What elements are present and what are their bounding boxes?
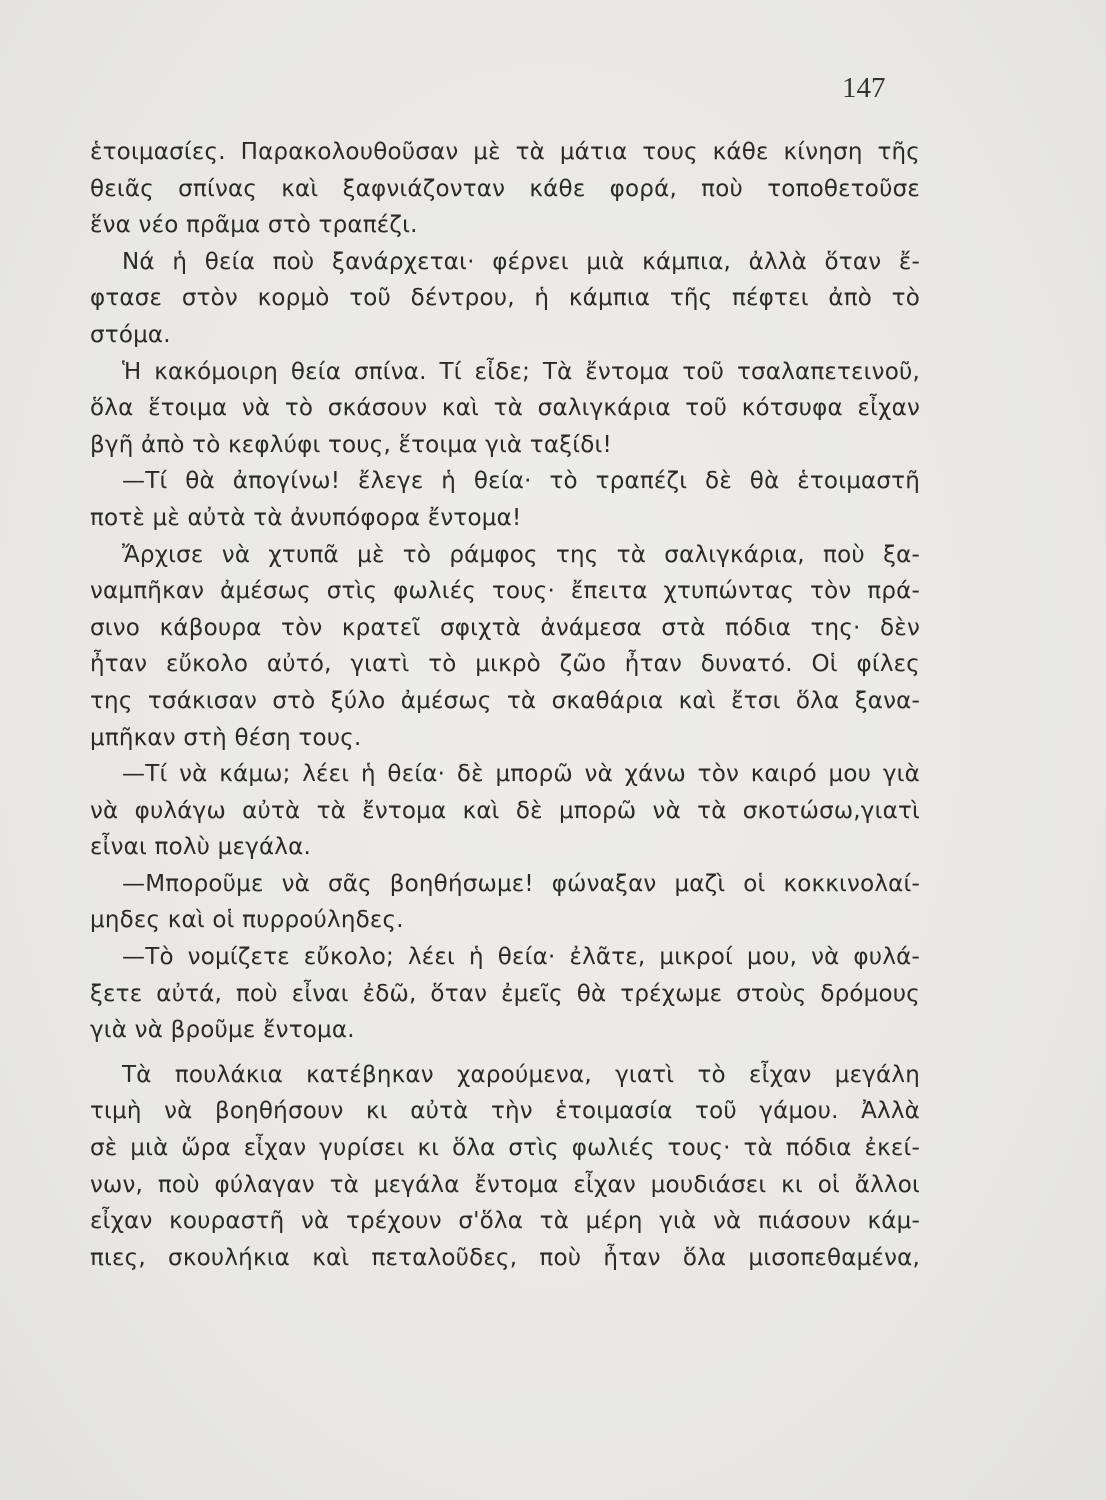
text-line: ἑτοιμασίες. Παρακολουθοῦσαν μὲ τὰ μάτια τους κάθε κίνηση τῆς — [90, 139, 920, 165]
text-line: νων, ποὺ φύλαγαν τὰ μεγάλα ἔντομα εἶχαν μουδιάσει κι οἱ ἄλλοι — [90, 1171, 920, 1198]
text-line: θειᾶς σπίνας καὶ ξαφνιάζονταν κάθε φορά, ποὺ τοποθετοῦσε — [90, 175, 920, 202]
text-line: ποτὲ μὲ αὐτὰ τὰ ἀνυπόφορα ἔντομα! — [90, 504, 522, 531]
text-line: σινο κάβουρα τὸν κρατεῖ σφιχτὰ ἀνάμεσα στὰ πόδια της· δὲν — [90, 614, 920, 641]
text-line: εἶχαν κουραστῆ νὰ τρέχουν σ'ὅλα τὰ μέρη γιὰ νὰ πιάσουν κάμ- — [90, 1208, 920, 1235]
text-line: μηδες καὶ οἱ πυρρούληδες. — [90, 907, 404, 934]
text-line: ὅλα ἕτοιμα νὰ τὸ σκάσουν καὶ τὰ σαλιγκάρια τοῦ κότσυφα εἶχαν — [90, 395, 920, 422]
text-line: πιες, σκουλήκια καὶ πεταλοῦδες, ποὺ ἦταν ὅλα μισοπεθαμένα, — [90, 1244, 920, 1271]
text-line: —Τί θὰ ἀπογίνω! ἔλεγε ἡ θεία· τὸ τραπέζι δὲ θὰ ἑτοιμαστῆ — [122, 468, 920, 495]
text-line: ξετε αὐτά, ποὺ εἶναι ἐδῶ, ὅταν ἐμεῖς θὰ τρέχωμε στοὺς δρόμους — [90, 980, 920, 1007]
page-number: 147 — [842, 72, 886, 104]
text-line: σὲ μιὰ ὥρα εἶχαν γυρίσει κι ὅλα στὶς φωλιές τους· τὰ πόδια ἐκεί- — [90, 1135, 920, 1162]
text-line: —Μποροῦμε νὰ σᾶς βοηθήσωμε! φώναξαν μαζὶ οἱ κοκκινολαί- — [122, 870, 920, 897]
text-line: ἦταν εὔκολο αὐτό, γιατὶ τὸ μικρὸ ζῶο ἦταν δυνατό. Οἱ φίλες — [90, 651, 920, 678]
text-line: Ἡ κακόμοιρη θεία σπίνα. Τί εἶδε; Τὰ ἔντομα τοῦ τσαλαπετεινοῦ, — [122, 358, 920, 385]
text-line: μπῆκαν στὴ θέση τους. — [90, 724, 362, 751]
text-line: της τσάκισαν στὸ ξύλο ἀμέσως τὰ σκαθάρια καὶ ἔτσι ὅλα ξανα- — [90, 687, 920, 714]
text-line: —Τί νὰ κάμω; λέει ἡ θεία· δὲ μπορῶ νὰ χάνω τὸν καιρό μου γιὰ — [122, 761, 920, 788]
text-line: Ἄρχισε νὰ χτυπᾶ μὲ τὸ ράμφος της τὰ σαλιγκάρια, ποὺ ξα- — [122, 541, 920, 568]
text-line: ναμπῆκαν ἀμέσως στὶς φωλιές τους· ἔπειτα χτυπώντας τὸν πρά- — [90, 578, 920, 605]
text-line: ἕνα νέο πρᾶμα στὸ τραπέζι. — [90, 212, 418, 239]
text-line: νὰ φυλάγω αὐτὰ τὰ ἔντομα καὶ δὲ μπορῶ νὰ τὰ σκοτώσω,γιατὶ — [90, 797, 920, 824]
text-line: Τὰ πουλάκια κατέβηκαν χαρούμενα, γιατὶ τὸ εἶχαν μεγάλη — [122, 1061, 920, 1088]
text-line: εἶναι πολὺ μεγάλα. — [90, 834, 311, 861]
body-text — [90, 134, 920, 1276]
text-line: —Τὸ νομίζετε εὔκολο; λέει ἡ θεία· ἐλᾶτε, μικροί μου, νὰ φυλά- — [122, 944, 920, 971]
text-line: γιὰ νὰ βροῦμε ἔντομα. — [90, 1017, 355, 1044]
text-line: φτασε στὸν κορμὸ τοῦ δέντρου, ἡ κάμπια τῆς πέφτει ἀπὸ τὸ — [90, 285, 920, 312]
text-line: στόμα. — [90, 321, 171, 348]
text-line: βγῆ ἀπὸ τὸ κεφλύφι τους, ἕτοιμα γιὰ ταξίδι! — [90, 431, 612, 458]
text-line: Νά ἡ θεία ποὺ ξανάρχεται· φέρνει μιὰ κάμπια, ἀλλὰ ὅταν ἔ- — [122, 248, 920, 275]
text-line: τιμὴ νὰ βοηθήσουν κι αὐτὰ τὴν ἑτοιμασία τοῦ γάμου. Ἀλλὰ — [90, 1098, 920, 1125]
